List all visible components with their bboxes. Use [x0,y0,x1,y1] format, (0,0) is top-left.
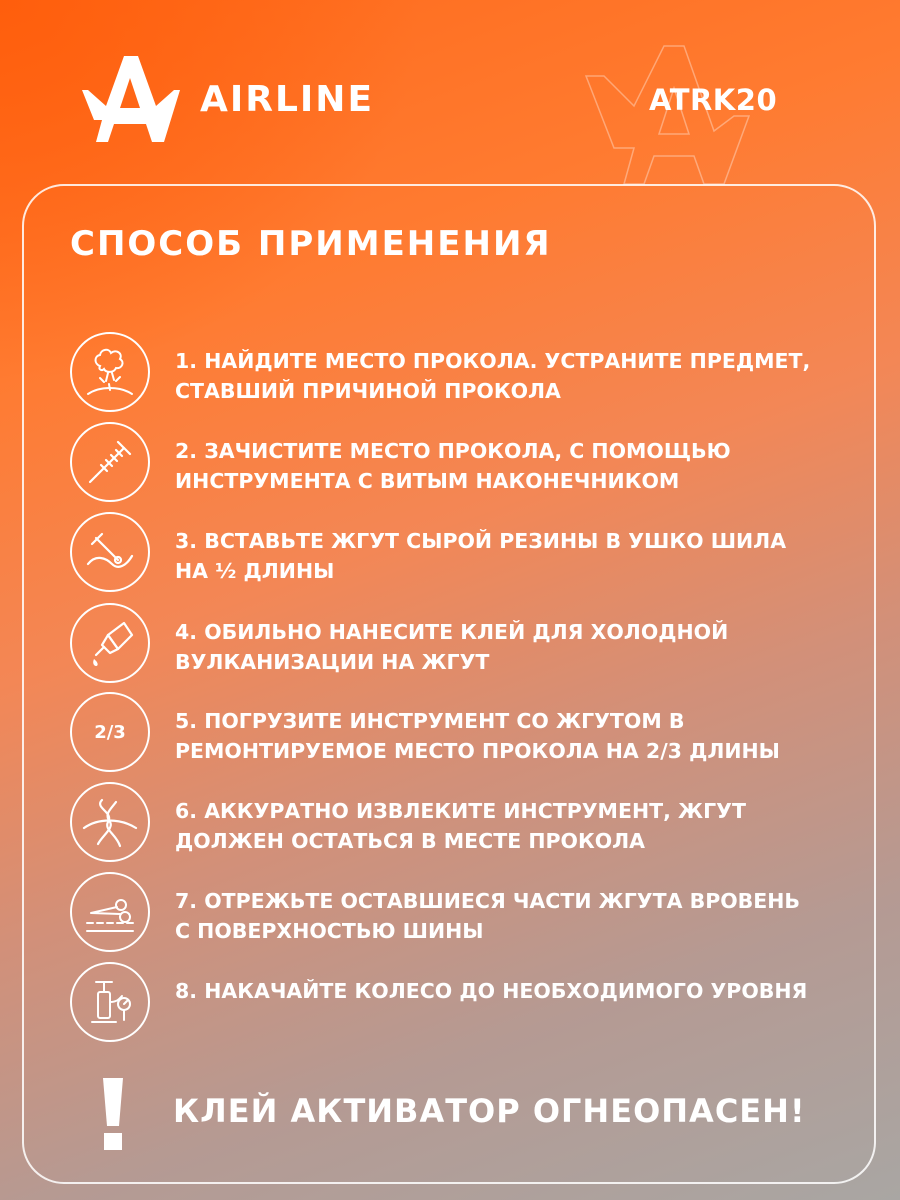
step-6-text [175,796,855,856]
step-6-line-2: ДОЛЖЕН ОСТАТЬСЯ В МЕСТЕ ПРОКОЛА [175,829,646,853]
step-8-text [175,976,855,1006]
step-4 [70,603,855,683]
step-4-text [175,617,855,677]
step-7-text [175,886,855,946]
awl-cord-icon [82,524,138,580]
step-8-line-1: 8. НАКАЧАЙТЕ КОЛЕСО ДО НЕОБХОДИМОГО УРОВНЯ [175,979,808,1003]
step-3-icon-frame [70,512,150,592]
step-3 [70,512,855,592]
two-thirds-icon: 2/3 [94,721,126,743]
step-2-line-2: ИНСТРУМЕНТА С ВИТЫМ НАКОНЕЧНИКОМ [175,469,680,493]
page-title: СПОСОБ ПРИМЕНЕНИЯ [70,224,552,264]
brand-logo [80,54,374,144]
step-6-line-1: 6. АККУРАТНО ИЗВЛЕКИТЕ ИНСТРУМЕНТ, ЖГУТ [175,799,746,823]
puncture-burst-icon [82,344,138,400]
screw-tool-icon [82,434,138,490]
step-3-text [175,526,855,586]
step-6-icon-frame [70,782,150,862]
step-1-line-2: СТАВШИЙ ПРИЧИНОЙ ПРОКОЛА [175,379,561,403]
step-5-line-2: РЕМОНТИРУЕМОЕ МЕСТО ПРОКОЛА НА 2/3 ДЛИНЫ [175,739,780,763]
step-2-icon-frame [70,422,150,502]
step-4-icon-frame [70,603,150,683]
step-2-text [175,436,855,496]
pump-gauge-icon [82,974,138,1030]
brand-name: AIRLINE [200,78,375,120]
step-1 [70,332,855,412]
step-5-line-1: 5. ПОГРУЗИТЕ ИНСТРУМЕНТ СО ЖГУТОМ В [175,709,685,733]
model-code: ATRK20 [649,83,778,117]
step-8 [70,962,855,1042]
airline-star-logo-icon [80,54,180,144]
step-2 [70,422,855,502]
glue-tube-icon [82,615,138,671]
step-3-line-1: 3. ВСТАВЬТЕ ЖГУТ СЫРОЙ РЕЗИНЫ В УШКО ШИЛА [175,529,787,553]
step-8-icon-frame [70,962,150,1042]
step-5 [70,692,855,772]
step-6 [70,782,855,862]
step-1-icon-frame [70,332,150,412]
scissors-cut-icon [81,883,139,941]
step-5-icon-frame [70,692,150,772]
step-5-text [175,706,855,766]
step-4-line-2: ВУЛКАНИЗАЦИИ НА ЖГУТ [175,650,490,674]
step-7 [70,872,855,952]
step-1-text [175,346,855,406]
cord-in-tire-icon [80,792,140,852]
step-1-line-1: 1. НАЙДИТЕ МЕСТО ПРОКОЛА. УСТРАНИТЕ ПРЕДМЕТ, [175,349,811,373]
step-7-icon-frame [70,872,150,952]
step-7-line-2: С ПОВЕРХНОСТЬЮ ШИНЫ [175,919,484,943]
warning-text: КЛЕЙ АКТИВАТОР ОГНЕОПАСЕН! [173,1092,806,1130]
step-2-line-1: 2. ЗАЧИСТИТЕ МЕСТО ПРОКОЛА, С ПОМОЩЬЮ [175,439,731,463]
step-3-line-2: НА ½ ДЛИНЫ [175,559,335,583]
step-4-line-1: 4. ОБИЛЬНО НАНЕСИТЕ КЛЕЙ ДЛЯ ХОЛОДНОЙ [175,620,729,644]
exclamation-icon [100,1078,126,1150]
step-7-line-1: 7. ОТРЕЖЬТЕ ОСТАВШИЕСЯ ЧАСТИ ЖГУТА ВРОВЕНЬ [175,889,801,913]
